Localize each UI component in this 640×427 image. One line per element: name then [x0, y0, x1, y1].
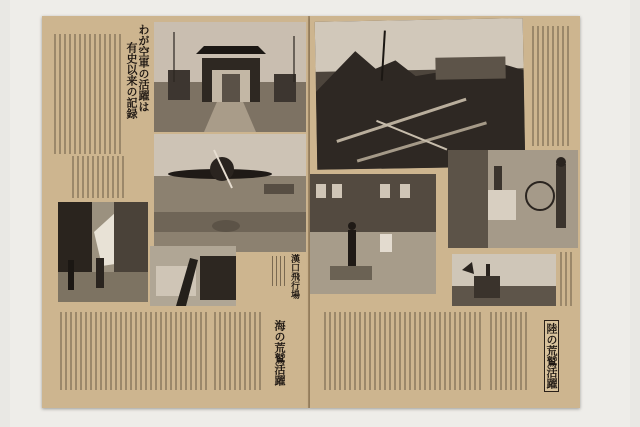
photo-aircraft [154, 134, 306, 252]
article-text-block [324, 312, 484, 390]
section-title-navy: 海の荒鷲活躍 [273, 320, 286, 386]
right-page [310, 16, 580, 408]
photo-city-gate [154, 22, 306, 132]
article-text-block [532, 26, 572, 146]
photo-ruined-building [58, 202, 148, 302]
article-text-block [490, 312, 530, 390]
photo-vehicle [150, 246, 236, 306]
photo-water-tower [452, 254, 556, 306]
section-title-army: 陸の荒鷲活躍 [544, 320, 559, 392]
caption-airfield: 漢口飛行場 [289, 254, 299, 299]
article-text-block [72, 156, 124, 198]
article-text-block [214, 312, 264, 390]
headline-line-1: わが空軍の活躍は [137, 24, 150, 112]
photo-street-scene [310, 174, 436, 294]
photo-soldiers-equipment [448, 150, 578, 248]
photo-caption-small [272, 256, 286, 286]
article-text-block [54, 34, 124, 154]
left-page [42, 16, 310, 408]
photo-rubble [315, 18, 526, 170]
headline-line-2: 有史以来の記録 [125, 42, 138, 119]
article-text-block [60, 312, 210, 390]
article-text-block [560, 252, 572, 306]
